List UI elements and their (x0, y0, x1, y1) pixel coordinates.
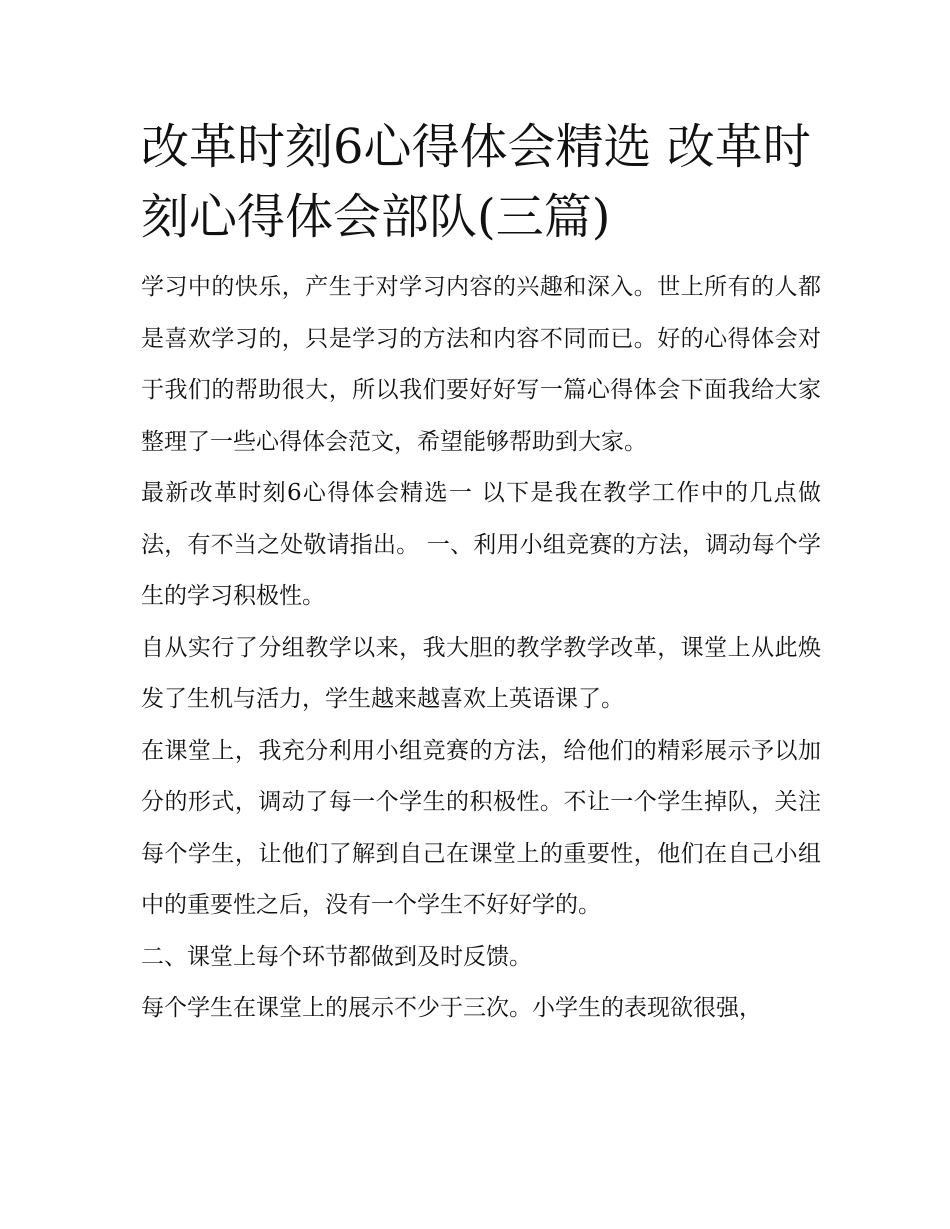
paragraph-group-teaching: 自从实行了分组教学以来，我大胆的教学教学改革，课堂上从此焕发了生机与活力，学生越来越喜欢上英语课了。 (141, 634, 821, 712)
document-title: 改革时刻6心得体会精选 改革时刻心得体会部队(三篇) (141, 119, 811, 245)
paragraph-section-two-heading: 二、课堂上每个环节都做到及时反馈。 (141, 943, 532, 970)
paragraph-group-competition: 在课堂上，我充分利用小组竞赛的方法，给他们的精彩展示予以加分的形式，调动了每一个学生的积极性。不让一个学生掉队，关注每个学生，让他们了解到自己在课堂上的重要性，他们在自己小组中的重要性之后，没有一个学生不好好学的。 (141, 737, 821, 918)
paragraph-student-display: 每个学生在课堂上的展示不少于三次。小学生的表现欲很强， (141, 995, 762, 1021)
document-content (141, 112, 821, 1035)
paragraph-essay-one-start: 最新改革时刻6心得体会精选一 以下是我在教学工作中的几点做法，有不当之处敬请指出。 一、利用小组竞赛的方法，调动每个学生的学习积极性。 (141, 480, 821, 609)
paragraph-intro: 学习中的快乐，产生于对学习内容的兴趣和深入。世上所有的人都是喜欢学习的，只是学习的方法和内容不同而已。好的心得体会对于我们的帮助很大，所以我们要好好写一篇心得体会下面我给大家整理了一些心得体会范文，希望能够帮助到大家。 (141, 274, 821, 455)
